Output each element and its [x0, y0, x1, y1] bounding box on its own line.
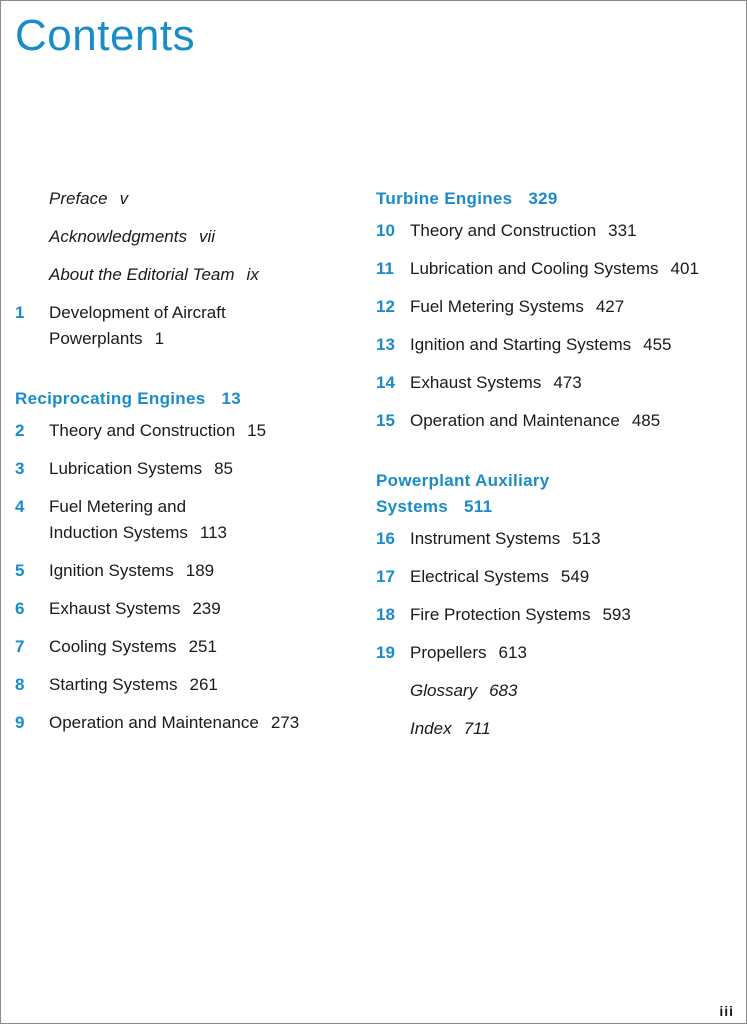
entry-page: 427 — [595, 297, 625, 316]
entry-label: Starting Systems — [49, 675, 178, 694]
entry-page: 711 — [463, 719, 491, 738]
entry-label: Instrument Systems — [410, 529, 561, 548]
entry-page: ix — [246, 265, 259, 284]
entry-label: Exhaust Systems — [410, 373, 542, 392]
toc-entry-chapter-2 — [15, 418, 355, 444]
toc-entry-preface — [15, 186, 355, 212]
entry-label: Exhaust Systems — [49, 599, 181, 618]
entry-page: 273 — [270, 713, 300, 732]
entry-label: Cooling Systems — [49, 637, 177, 656]
toc-entry-chapter-7 — [15, 634, 355, 660]
section-label-line2: Systems — [376, 497, 449, 516]
entry-page: 485 — [631, 411, 661, 430]
chapter-number: 16 — [376, 529, 395, 548]
chapter-number: 2 — [15, 421, 25, 440]
chapter-number: 10 — [376, 221, 395, 240]
toc-entry-chapter-13 — [376, 332, 726, 358]
entry-page: 593 — [602, 605, 631, 624]
toc-entry-index — [376, 716, 726, 742]
toc-entry-editorial-team — [15, 262, 355, 288]
entry-page: 85 — [214, 459, 233, 478]
entry-label-line2: Induction Systems — [49, 523, 188, 542]
chapter-number: 8 — [15, 675, 25, 694]
toc-entry-chapter-18 — [376, 602, 726, 628]
page-folio: iii — [719, 1003, 734, 1019]
chapter-number: 13 — [376, 335, 395, 354]
entry-page: 401 — [670, 259, 699, 278]
entry-label: Acknowledgments — [49, 227, 187, 246]
entry-page: 473 — [553, 373, 582, 392]
section-label: Powerplant Auxiliary — [376, 471, 550, 490]
entry-page: v — [119, 189, 129, 208]
toc-entry-chapter-3 — [15, 456, 355, 482]
chapter-number: 12 — [376, 297, 395, 316]
entry-label: About the Editorial Team — [49, 265, 235, 284]
toc-entry-chapter-1 — [15, 300, 355, 352]
entry-label: Fuel Metering and — [49, 497, 187, 516]
chapter-number: 15 — [376, 411, 395, 430]
toc-entry-chapter-19 — [376, 640, 726, 666]
entry-page: 1 — [154, 329, 165, 348]
section-label: Turbine Engines — [376, 189, 513, 208]
section-page: 13 — [221, 389, 242, 408]
entry-page: vii — [198, 227, 216, 246]
chapter-number: 4 — [15, 497, 25, 516]
entry-label: Preface — [49, 189, 108, 208]
entry-page: 261 — [189, 675, 218, 694]
toc-entry-chapter-11 — [376, 256, 726, 282]
section-label: Reciprocating Engines — [15, 389, 206, 408]
chapter-number: 6 — [15, 599, 25, 618]
entry-page: 189 — [185, 561, 215, 580]
entry-page: 331 — [608, 221, 637, 240]
toc-entry-chapter-6 — [15, 596, 355, 622]
section-page: 511 — [464, 497, 493, 516]
entry-label: Lubrication Systems — [49, 459, 203, 478]
entry-label: Glossary — [410, 681, 478, 700]
entry-page: 113 — [199, 523, 228, 542]
toc-entry-acknowledgments — [15, 224, 355, 250]
entry-page: 15 — [247, 421, 267, 440]
toc-entry-chapter-15 — [376, 408, 726, 434]
section-heading-powerplant-auxiliary — [376, 468, 726, 520]
entry-label: Index — [410, 719, 452, 738]
entry-page: 549 — [560, 567, 590, 586]
toc-entry-chapter-16 — [376, 526, 726, 552]
chapter-number: 5 — [15, 561, 25, 580]
chapter-number: 17 — [376, 567, 395, 586]
chapter-number: 11 — [376, 259, 394, 278]
entry-page: 455 — [643, 335, 672, 354]
entry-label: Operation and Maintenance — [410, 411, 620, 430]
section-page: 329 — [528, 189, 558, 208]
entry-label: Theory and Construction — [410, 221, 597, 240]
entry-page: 239 — [192, 599, 221, 618]
toc-entry-chapter-8 — [15, 672, 355, 698]
entry-label: Fuel Metering Systems — [410, 297, 584, 316]
chapter-number: 19 — [376, 643, 395, 662]
entry-page: 513 — [572, 529, 601, 548]
toc-entry-chapter-4 — [15, 494, 355, 546]
section-heading-reciprocating — [15, 386, 355, 412]
entry-label: Development of Aircraft — [49, 303, 226, 322]
chapter-number: 18 — [376, 605, 395, 624]
chapter-number: 3 — [15, 459, 25, 478]
chapter-number: 14 — [376, 373, 395, 392]
toc-right-column — [376, 186, 726, 754]
toc-entry-chapter-14 — [376, 370, 726, 396]
chapter-number: 9 — [15, 713, 25, 732]
entry-page: 613 — [498, 643, 527, 662]
toc-entry-glossary — [376, 678, 726, 704]
entry-label: Theory and Construction — [49, 421, 236, 440]
toc-entry-chapter-17 — [376, 564, 726, 590]
toc-entry-chapter-12 — [376, 294, 726, 320]
section-heading-turbine — [376, 186, 726, 212]
toc-entry-chapter-9 — [15, 710, 355, 736]
entry-label-line2: Powerplants — [49, 329, 143, 348]
entry-label: Lubrication and Cooling Systems — [410, 259, 659, 278]
entry-label: Ignition and Starting Systems — [410, 335, 632, 354]
toc-left-column — [15, 186, 355, 748]
entry-label: Electrical Systems — [410, 567, 549, 586]
chapter-number: 1 — [15, 303, 25, 322]
toc-entry-chapter-10 — [376, 218, 726, 244]
entry-label: Operation and Maintenance — [49, 713, 259, 732]
entry-page: 683 — [489, 681, 518, 700]
page-title: Contents — [15, 11, 196, 60]
chapter-number: 7 — [15, 637, 25, 656]
entry-page: 251 — [188, 637, 217, 656]
entry-label: Ignition Systems — [49, 561, 174, 580]
entry-label: Fire Protection Systems — [410, 605, 591, 624]
entry-label: Propellers — [410, 643, 487, 662]
toc-entry-chapter-5 — [15, 558, 355, 584]
